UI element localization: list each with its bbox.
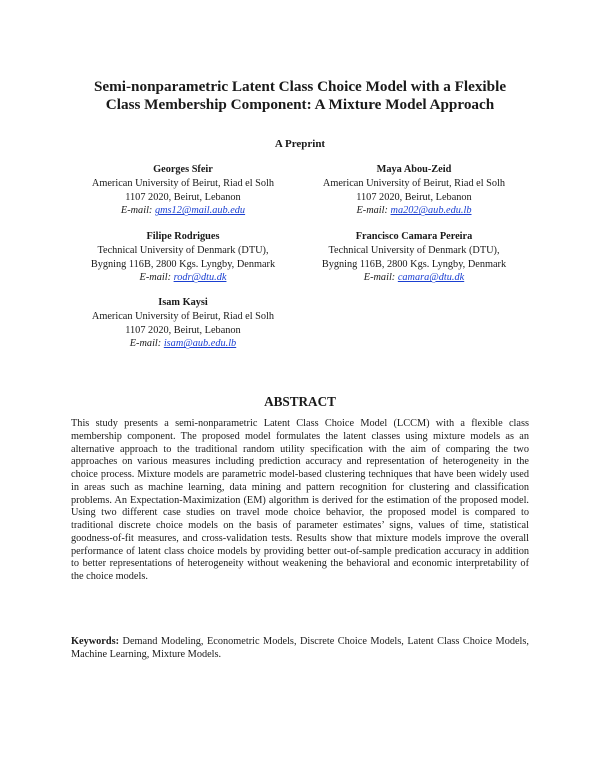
author-affiliation: Bygning 116B, 2800 Kgs. Lyngby, Denmark [90, 258, 276, 270]
author-email-line [294, 271, 534, 285]
author-affiliation: Technical University of Denmark (DTU), [97, 244, 269, 256]
author-name: Francisco Camara Pereira [355, 231, 473, 242]
abstract-heading: ABSTRACT [264, 394, 336, 409]
author-name: Georges Sfeir [153, 164, 213, 175]
author-email-link[interactable]: rodr@dtu.dk [173, 272, 227, 284]
author-email-link[interactable]: gms12@mail.aub.edu [154, 205, 246, 217]
author-affiliation: American University of Beirut, Riad el Solh [322, 177, 506, 189]
author-email-line [63, 204, 303, 218]
title-line-1: Semi-nonparametric Latent Class Choice Model with a Flexible [93, 78, 507, 95]
author-name: Isam Kaysi [158, 297, 208, 308]
title-line-2: Class Membership Component: A Mixture Model Approach [105, 95, 495, 113]
keywords-label: Keywords: [71, 636, 120, 647]
keywords-text: Demand Modeling, Econometric Models, Discrete Choice Models, Latent Class Choice Models, Machine Learning, Mixture Models. [71, 636, 529, 660]
email-label: E-mail: [356, 205, 388, 217]
author-email-line [63, 337, 303, 351]
preprint-label: A Preprint [274, 138, 326, 150]
author-block [294, 163, 534, 218]
author-affiliation: 1107 2020, Beirut, Lebanon [125, 324, 241, 336]
author-affiliation: 1107 2020, Beirut, Lebanon [125, 191, 241, 203]
author-block [63, 296, 303, 351]
author-affiliation: Technical University of Denmark (DTU), [328, 244, 500, 256]
email-label: E-mail: [139, 272, 172, 284]
author-block [294, 230, 534, 285]
author-email-line [63, 271, 303, 285]
email-label: E-mail: [129, 338, 162, 350]
author-name: Maya Abou-Zeid [376, 164, 452, 175]
author-name: Filipe Rodrigues [146, 231, 220, 242]
author-email-line [294, 204, 534, 218]
author-email-link[interactable]: ma202@aub.edu.lb [390, 205, 472, 217]
email-label: E-mail: [363, 272, 396, 284]
author-affiliation: American University of Beirut, Riad el Solh [91, 177, 275, 189]
paper-title [60, 78, 540, 113]
author-affiliation: American University of Beirut, Riad el Solh [91, 310, 275, 322]
author-block [63, 163, 303, 218]
email-label: E-mail: [120, 205, 153, 217]
author-affiliation: Bygning 116B, 2800 Kgs. Lyngby, Denmark [321, 258, 507, 270]
author-email-link[interactable]: isam@aub.edu.lb [163, 338, 237, 350]
abstract-body: This study presents a semi-nonparametric Latent Class Choice Model (LCCM) with a flexible class membership component. The proposed model formulates the latent classes using mixture models as an alternative approach to the traditional random utility specification with the aim of comparing the two approaches on various measures including prediction accuracy and representation of heterogeneity in the choice process. Mixture models are parametric model-based clustering techniques that have been widely used in areas such as machine learning, data mining and pattern recognition for clustering and classification problems. An Expectation-Maximization (EM) algorithm is derived for the estimation of the proposed model. Using two different case studies on travel mode choice behavior, the proposed model is compared to traditional discrete choice models on the basis of parameter estimates’ signs, values of time, statistical goodness-of-fit measures, and cross-validation tests. Results show that mixture models improve the overall performance of latent class choice models by providing better out-of-sample predication accuracy in addition to better representations of heterogeneity without weakening the behavioral and economic interpretability of the choice models. [71, 418, 529, 582]
author-block [63, 230, 303, 285]
keywords-paragraph [71, 636, 529, 662]
author-affiliation: 1107 2020, Beirut, Lebanon [356, 191, 472, 203]
author-email-link[interactable]: camara@dtu.dk [397, 272, 465, 284]
